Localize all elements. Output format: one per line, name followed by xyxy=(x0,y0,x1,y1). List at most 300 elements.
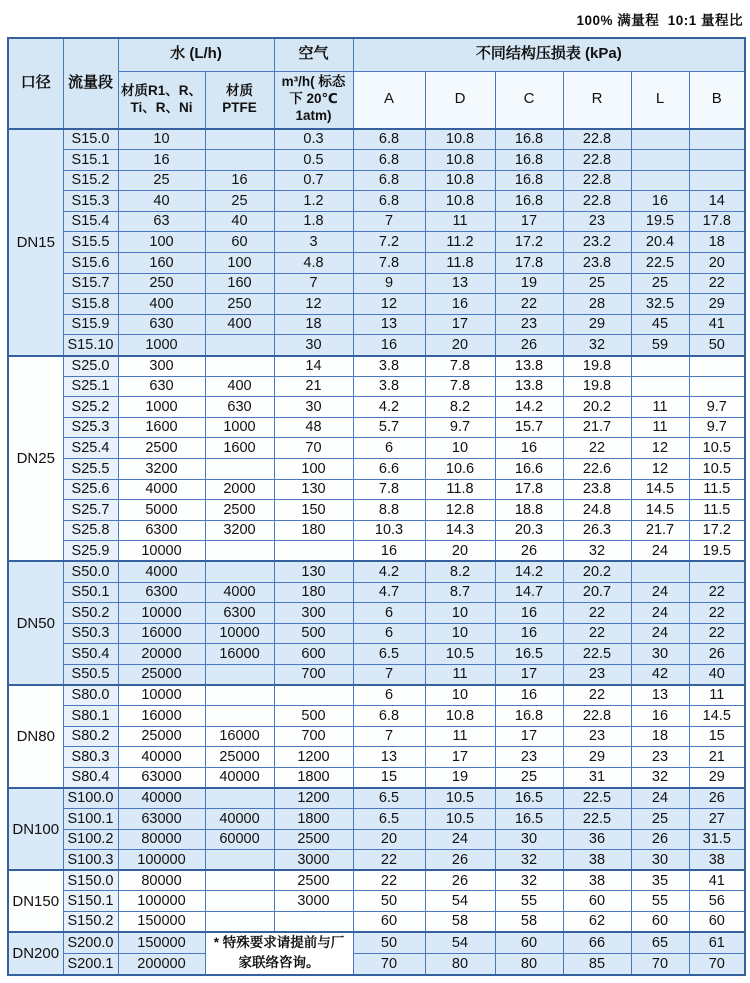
cell-flow-segment: S50.4 xyxy=(63,644,118,665)
cell-air: 1200 xyxy=(274,788,353,809)
cell-pressure-a: 7.2 xyxy=(353,232,425,253)
cell-air: 30 xyxy=(274,397,353,418)
cell-pressure-r: 22.5 xyxy=(563,788,631,809)
cell-pressure-b: 56 xyxy=(689,891,745,912)
table-row xyxy=(8,294,745,315)
cell-air xyxy=(274,685,353,706)
cell-pressure-a: 6.8 xyxy=(353,191,425,212)
cell-pressure-d: 10.5 xyxy=(425,809,495,830)
table-row xyxy=(8,232,745,253)
cell-air: 30 xyxy=(274,335,353,356)
cell-air: 130 xyxy=(274,561,353,582)
cell-flow-segment: S25.7 xyxy=(63,500,118,521)
cell-pressure-a: 50 xyxy=(353,891,425,912)
cell-pressure-b: 22 xyxy=(689,603,745,624)
cell-flow-segment: S50.2 xyxy=(63,603,118,624)
cell-water-ptfe: 16000 xyxy=(205,644,274,665)
cell-pressure-b: 26 xyxy=(689,788,745,809)
table-row xyxy=(8,953,745,974)
cell-pressure-l: 24 xyxy=(631,788,689,809)
cell-pressure-a: 20 xyxy=(353,829,425,850)
cell-water-ptfe: 16000 xyxy=(205,726,274,747)
table-row xyxy=(8,664,745,685)
cell-water-ptfe: 160 xyxy=(205,273,274,294)
cell-pressure-r: 22.8 xyxy=(563,191,631,212)
cell-flow-segment: S25.1 xyxy=(63,376,118,397)
table-row xyxy=(8,829,745,850)
cell-water-r1: 6300 xyxy=(118,582,205,603)
cell-pressure-a: 7.8 xyxy=(353,479,425,500)
cell-air: 0.7 xyxy=(274,170,353,191)
cell-pressure-c: 14.7 xyxy=(495,582,563,603)
cell-air xyxy=(274,912,353,933)
cell-pressure-b: 22 xyxy=(689,273,745,294)
diameter-cell: DN200 xyxy=(8,932,63,975)
cell-pressure-d: 11 xyxy=(425,726,495,747)
cell-pressure-c: 17.8 xyxy=(495,479,563,500)
cell-pressure-d: 16 xyxy=(425,294,495,315)
cell-pressure-r: 22.8 xyxy=(563,129,631,150)
cell-pressure-c: 23 xyxy=(495,747,563,768)
cell-pressure-a: 7.8 xyxy=(353,253,425,274)
cell-water-ptfe: 6300 xyxy=(205,603,274,624)
cell-water-ptfe xyxy=(205,561,274,582)
cell-water-r1: 150000 xyxy=(118,912,205,933)
cell-pressure-a: 7 xyxy=(353,664,425,685)
cell-pressure-r: 62 xyxy=(563,912,631,933)
table-row xyxy=(8,479,745,500)
cell-pressure-b: 18 xyxy=(689,232,745,253)
cell-pressure-d: 14.3 xyxy=(425,520,495,541)
cell-flow-segment: S200.0 xyxy=(63,932,118,953)
table-row xyxy=(8,417,745,438)
cell-water-r1: 100000 xyxy=(118,850,205,871)
cell-pressure-b: 11 xyxy=(689,685,745,706)
cell-pressure-d: 54 xyxy=(425,932,495,953)
cell-water-ptfe: 25000 xyxy=(205,747,274,768)
cell-pressure-d: 19 xyxy=(425,767,495,788)
table-row xyxy=(8,870,745,891)
cell-pressure-r: 22.8 xyxy=(563,706,631,727)
cell-pressure-d: 80 xyxy=(425,953,495,974)
cell-air: 1800 xyxy=(274,767,353,788)
cell-pressure-l xyxy=(631,170,689,191)
cell-pressure-b: 17.2 xyxy=(689,520,745,541)
table-row xyxy=(8,767,745,788)
header-air-group: 空气 xyxy=(274,38,353,71)
cell-water-ptfe: 3200 xyxy=(205,520,274,541)
cell-pressure-a: 3.8 xyxy=(353,356,425,377)
cell-water-r1: 200000 xyxy=(118,953,205,974)
cell-pressure-c: 16 xyxy=(495,623,563,644)
cell-pressure-a: 13 xyxy=(353,314,425,335)
cell-pressure-b: 27 xyxy=(689,809,745,830)
cell-water-r1: 25000 xyxy=(118,664,205,685)
cell-pressure-l: 35 xyxy=(631,870,689,891)
header-air-unit: m³/h( 标态下 20℃ 1atm) xyxy=(274,71,353,129)
cell-pressure-c: 15.7 xyxy=(495,417,563,438)
cell-pressure-l: 30 xyxy=(631,850,689,871)
cell-pressure-c: 14.2 xyxy=(495,397,563,418)
cell-pressure-c: 17.8 xyxy=(495,253,563,274)
cell-water-ptfe: 40000 xyxy=(205,767,274,788)
cell-air: 2500 xyxy=(274,829,353,850)
cell-water-r1: 400 xyxy=(118,294,205,315)
cell-air: 130 xyxy=(274,479,353,500)
header-water-material-2: 材质 PTFE xyxy=(205,71,274,129)
cell-water-ptfe: 16 xyxy=(205,170,274,191)
cell-flow-segment: S25.9 xyxy=(63,541,118,562)
cell-pressure-l: 12 xyxy=(631,438,689,459)
cell-pressure-d: 7.8 xyxy=(425,376,495,397)
cell-water-r1: 100 xyxy=(118,232,205,253)
cell-pressure-b xyxy=(689,356,745,377)
table-row xyxy=(8,561,745,582)
cell-air: 150 xyxy=(274,500,353,521)
cell-flow-segment: S25.2 xyxy=(63,397,118,418)
cell-water-r1: 160 xyxy=(118,253,205,274)
cell-water-ptfe xyxy=(205,335,274,356)
cell-pressure-r: 23.2 xyxy=(563,232,631,253)
cell-pressure-l: 45 xyxy=(631,314,689,335)
cell-pressure-l: 24 xyxy=(631,541,689,562)
cell-pressure-r: 20.7 xyxy=(563,582,631,603)
cell-pressure-b: 10.5 xyxy=(689,438,745,459)
cell-water-r1: 80000 xyxy=(118,829,205,850)
cell-water-r1: 1600 xyxy=(118,417,205,438)
cell-water-ptfe: 2000 xyxy=(205,479,274,500)
cell-pressure-r: 20.2 xyxy=(563,561,631,582)
cell-pressure-d: 24 xyxy=(425,829,495,850)
cell-pressure-c: 23 xyxy=(495,314,563,335)
cell-water-r1: 25 xyxy=(118,170,205,191)
cell-pressure-a: 6 xyxy=(353,623,425,644)
cell-pressure-c: 16.5 xyxy=(495,644,563,665)
cell-pressure-b: 50 xyxy=(689,335,745,356)
cell-pressure-r: 22.5 xyxy=(563,809,631,830)
cell-pressure-r: 23 xyxy=(563,664,631,685)
cell-pressure-a: 6.8 xyxy=(353,706,425,727)
cell-air: 2500 xyxy=(274,870,353,891)
cell-water-ptfe xyxy=(205,706,274,727)
cell-air: 0.3 xyxy=(274,129,353,150)
cell-pressure-a: 10.3 xyxy=(353,520,425,541)
cell-pressure-l: 11 xyxy=(631,417,689,438)
cell-water-ptfe: 60000 xyxy=(205,829,274,850)
cell-water-ptfe xyxy=(205,685,274,706)
cell-water-r1: 10000 xyxy=(118,603,205,624)
table-row xyxy=(8,644,745,665)
cell-pressure-r: 85 xyxy=(563,953,631,974)
cell-pressure-a: 6 xyxy=(353,438,425,459)
cell-pressure-l xyxy=(631,150,689,171)
spec-table-body xyxy=(8,129,745,975)
table-row xyxy=(8,520,745,541)
cell-water-ptfe: 400 xyxy=(205,314,274,335)
cell-pressure-d: 8.2 xyxy=(425,397,495,418)
cell-pressure-d: 11 xyxy=(425,211,495,232)
cell-pressure-b: 19.5 xyxy=(689,541,745,562)
cell-water-ptfe xyxy=(205,541,274,562)
cell-pressure-b xyxy=(689,150,745,171)
table-row xyxy=(8,314,745,335)
cell-water-ptfe: 10000 xyxy=(205,623,274,644)
range-note: 100% 满量程 10:1 量程比 xyxy=(576,13,743,28)
cell-pressure-c: 17 xyxy=(495,726,563,747)
flow-spec-table xyxy=(7,37,746,976)
cell-pressure-r: 23.8 xyxy=(563,479,631,500)
cell-water-r1: 10000 xyxy=(118,541,205,562)
table-row xyxy=(8,541,745,562)
cell-pressure-l: 23 xyxy=(631,747,689,768)
cell-flow-segment: S15.8 xyxy=(63,294,118,315)
cell-pressure-a: 13 xyxy=(353,747,425,768)
cell-flow-segment: S15.2 xyxy=(63,170,118,191)
cell-air: 70 xyxy=(274,438,353,459)
cell-pressure-d: 10.6 xyxy=(425,459,495,480)
cell-water-r1: 250 xyxy=(118,273,205,294)
cell-flow-segment: S100.3 xyxy=(63,850,118,871)
cell-pressure-d: 10.8 xyxy=(425,129,495,150)
cell-pressure-b: 11.5 xyxy=(689,500,745,521)
cell-pressure-a: 4.2 xyxy=(353,397,425,418)
cell-flow-segment: S80.2 xyxy=(63,726,118,747)
cell-pressure-r: 22 xyxy=(563,438,631,459)
cell-pressure-r: 38 xyxy=(563,850,631,871)
cell-water-ptfe: 400 xyxy=(205,376,274,397)
table-header xyxy=(8,38,745,129)
cell-pressure-r: 22 xyxy=(563,603,631,624)
cell-pressure-a: 15 xyxy=(353,767,425,788)
cell-pressure-c: 16 xyxy=(495,603,563,624)
cell-pressure-b: 20 xyxy=(689,253,745,274)
cell-pressure-d: 10 xyxy=(425,603,495,624)
cell-flow-segment: S15.0 xyxy=(63,129,118,150)
cell-water-ptfe: 2500 xyxy=(205,500,274,521)
cell-water-ptfe: 40000 xyxy=(205,809,274,830)
cell-pressure-c: 17.2 xyxy=(495,232,563,253)
cell-pressure-l: 55 xyxy=(631,891,689,912)
cell-pressure-l: 21.7 xyxy=(631,520,689,541)
cell-pressure-c: 16.6 xyxy=(495,459,563,480)
cell-pressure-a: 6.6 xyxy=(353,459,425,480)
cell-pressure-c: 14.2 xyxy=(495,561,563,582)
cell-water-r1: 16000 xyxy=(118,706,205,727)
cell-pressure-c: 19 xyxy=(495,273,563,294)
diameter-cell: DN80 xyxy=(8,685,63,788)
cell-pressure-b: 14 xyxy=(689,191,745,212)
cell-air: 3 xyxy=(274,232,353,253)
cell-pressure-b: 26 xyxy=(689,644,745,665)
cell-pressure-a: 5.7 xyxy=(353,417,425,438)
cell-pressure-d: 13 xyxy=(425,273,495,294)
cell-air: 4.8 xyxy=(274,253,353,274)
cell-pressure-b: 38 xyxy=(689,850,745,871)
cell-pressure-b: 11.5 xyxy=(689,479,745,500)
cell-flow-segment: S15.1 xyxy=(63,150,118,171)
diameter-cell: DN150 xyxy=(8,870,63,932)
cell-water-ptfe: 100 xyxy=(205,253,274,274)
cell-flow-segment: S15.9 xyxy=(63,314,118,335)
cell-air: 0.5 xyxy=(274,150,353,171)
cell-water-ptfe xyxy=(205,788,274,809)
cell-pressure-c: 16.8 xyxy=(495,170,563,191)
cell-pressure-a: 50 xyxy=(353,932,425,953)
cell-pressure-d: 10 xyxy=(425,623,495,644)
cell-water-r1: 25000 xyxy=(118,726,205,747)
cell-pressure-c: 58 xyxy=(495,912,563,933)
cell-pressure-d: 11.8 xyxy=(425,479,495,500)
cell-pressure-b: 14.5 xyxy=(689,706,745,727)
table-row xyxy=(8,376,745,397)
cell-pressure-c: 16.5 xyxy=(495,788,563,809)
cell-flow-segment: S15.6 xyxy=(63,253,118,274)
table-row xyxy=(8,891,745,912)
cell-pressure-b: 15 xyxy=(689,726,745,747)
cell-pressure-r: 32 xyxy=(563,335,631,356)
cell-water-ptfe: 60 xyxy=(205,232,274,253)
cell-pressure-a: 6.8 xyxy=(353,129,425,150)
cell-water-r1: 40 xyxy=(118,191,205,212)
cell-pressure-r: 28 xyxy=(563,294,631,315)
table-row xyxy=(8,170,745,191)
table-row xyxy=(8,850,745,871)
cell-pressure-c: 60 xyxy=(495,932,563,953)
cell-air: 3000 xyxy=(274,850,353,871)
cell-air: 180 xyxy=(274,520,353,541)
cell-pressure-l: 20.4 xyxy=(631,232,689,253)
cell-pressure-r: 22 xyxy=(563,623,631,644)
cell-pressure-a: 22 xyxy=(353,850,425,871)
cell-pressure-b xyxy=(689,376,745,397)
cell-pressure-d: 10.5 xyxy=(425,644,495,665)
cell-pressure-c: 80 xyxy=(495,953,563,974)
table-row xyxy=(8,211,745,232)
cell-water-r1: 150000 xyxy=(118,932,205,953)
cell-pressure-d: 10 xyxy=(425,438,495,459)
cell-pressure-l: 26 xyxy=(631,829,689,850)
cell-flow-segment: S25.8 xyxy=(63,520,118,541)
cell-water-ptfe: 1600 xyxy=(205,438,274,459)
header-pressure-col-b: B xyxy=(689,71,745,129)
cell-water-r1: 2500 xyxy=(118,438,205,459)
cell-flow-segment: S150.1 xyxy=(63,891,118,912)
cell-pressure-l: 24 xyxy=(631,623,689,644)
cell-water-r1: 1000 xyxy=(118,397,205,418)
cell-flow-segment: S15.5 xyxy=(63,232,118,253)
cell-pressure-l xyxy=(631,376,689,397)
cell-air: 12 xyxy=(274,294,353,315)
cell-pressure-l: 16 xyxy=(631,706,689,727)
cell-pressure-l: 14.5 xyxy=(631,479,689,500)
cell-pressure-d: 11.8 xyxy=(425,253,495,274)
cell-pressure-r: 23 xyxy=(563,726,631,747)
cell-flow-segment: S80.4 xyxy=(63,767,118,788)
cell-pressure-l xyxy=(631,129,689,150)
cell-flow-segment: S80.0 xyxy=(63,685,118,706)
cell-pressure-l: 70 xyxy=(631,953,689,974)
cell-pressure-a: 70 xyxy=(353,953,425,974)
cell-air: 100 xyxy=(274,459,353,480)
cell-water-r1: 3200 xyxy=(118,459,205,480)
cell-pressure-c: 16.8 xyxy=(495,129,563,150)
header-pressure-col-c: C xyxy=(495,71,563,129)
cell-water-ptfe xyxy=(205,459,274,480)
cell-air: 180 xyxy=(274,582,353,603)
cell-pressure-d: 11.2 xyxy=(425,232,495,253)
cell-pressure-c: 30 xyxy=(495,829,563,850)
cell-pressure-d: 17 xyxy=(425,747,495,768)
cell-pressure-a: 6.5 xyxy=(353,644,425,665)
cell-air: 600 xyxy=(274,644,353,665)
cell-flow-segment: S15.10 xyxy=(63,335,118,356)
cell-pressure-c: 25 xyxy=(495,767,563,788)
cell-air: 3000 xyxy=(274,891,353,912)
table-row xyxy=(8,129,745,150)
table-row xyxy=(8,685,745,706)
cell-pressure-r: 36 xyxy=(563,829,631,850)
cell-pressure-d: 26 xyxy=(425,870,495,891)
cell-pressure-r: 29 xyxy=(563,747,631,768)
cell-water-r1: 40000 xyxy=(118,788,205,809)
cell-flow-segment: S25.6 xyxy=(63,479,118,500)
cell-pressure-a: 16 xyxy=(353,541,425,562)
cell-pressure-c: 32 xyxy=(495,870,563,891)
cell-pressure-b: 29 xyxy=(689,767,745,788)
cell-pressure-l: 30 xyxy=(631,644,689,665)
table-row xyxy=(8,273,745,294)
cell-flow-segment: S15.3 xyxy=(63,191,118,212)
cell-pressure-r: 26.3 xyxy=(563,520,631,541)
cell-pressure-r: 19.8 xyxy=(563,376,631,397)
cell-water-r1: 630 xyxy=(118,314,205,335)
cell-pressure-l: 13 xyxy=(631,685,689,706)
header-pressure-col-l: L xyxy=(631,71,689,129)
cell-water-r1: 80000 xyxy=(118,870,205,891)
cell-pressure-d: 10.8 xyxy=(425,706,495,727)
cell-pressure-a: 6.8 xyxy=(353,150,425,171)
cell-pressure-r: 19.8 xyxy=(563,356,631,377)
cell-pressure-l: 11 xyxy=(631,397,689,418)
table-row xyxy=(8,191,745,212)
cell-flow-segment: S15.7 xyxy=(63,273,118,294)
cell-pressure-l: 42 xyxy=(631,664,689,685)
cell-pressure-d: 9.7 xyxy=(425,417,495,438)
cell-flow-segment: S25.3 xyxy=(63,417,118,438)
table-row xyxy=(8,150,745,171)
special-request-footnote: * 特殊要求请提前与厂家联络咨询。 xyxy=(205,932,353,975)
cell-pressure-b: 9.7 xyxy=(689,417,745,438)
cell-pressure-a: 22 xyxy=(353,870,425,891)
cell-water-r1: 16 xyxy=(118,150,205,171)
cell-water-r1: 63 xyxy=(118,211,205,232)
cell-water-r1: 16000 xyxy=(118,623,205,644)
cell-flow-segment: S50.3 xyxy=(63,623,118,644)
cell-pressure-c: 13.8 xyxy=(495,376,563,397)
cell-water-r1: 5000 xyxy=(118,500,205,521)
cell-pressure-l: 24 xyxy=(631,582,689,603)
cell-water-ptfe: 1000 xyxy=(205,417,274,438)
cell-pressure-a: 4.2 xyxy=(353,561,425,582)
cell-flow-segment: S50.5 xyxy=(63,664,118,685)
cell-pressure-a: 8.8 xyxy=(353,500,425,521)
cell-pressure-b: 41 xyxy=(689,314,745,335)
cell-air: 500 xyxy=(274,623,353,644)
cell-pressure-d: 10 xyxy=(425,685,495,706)
cell-pressure-b: 40 xyxy=(689,664,745,685)
cell-flow-segment: S100.1 xyxy=(63,809,118,830)
cell-pressure-d: 11 xyxy=(425,664,495,685)
